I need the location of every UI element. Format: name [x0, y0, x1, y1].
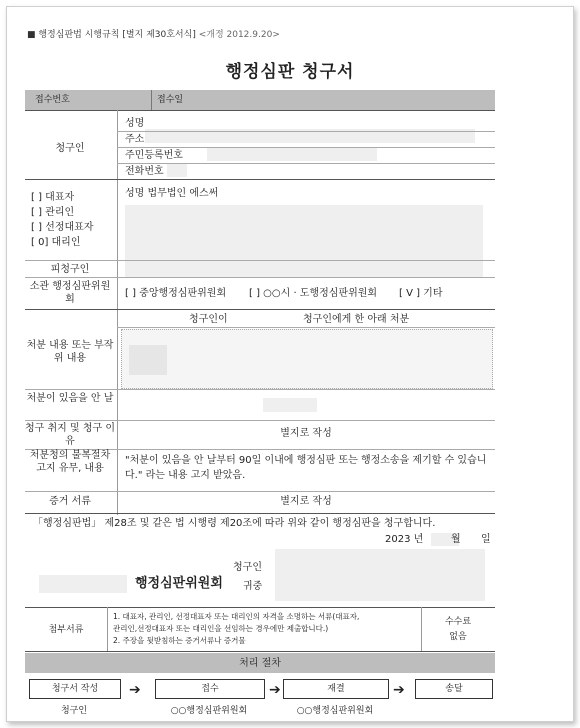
option-agent: [ 0] 대리인: [31, 237, 81, 248]
notice-value: "처분이 있음을 안 날부터 90일 이내에 행정심판 또는 행정소송을 제기할 수 있습니다." 라는 내용 고지 받았음.: [125, 455, 487, 481]
arrow-right-icon: ➔: [129, 682, 141, 698]
form-reference: [27, 27, 280, 40]
purpose-value: 별지로 작성: [280, 428, 332, 439]
claimant-id-label: 주민등록번호: [125, 150, 183, 161]
redacted-known-date: [263, 398, 317, 412]
step-delivery: 송달: [415, 679, 493, 699]
step-decision: 재결: [283, 679, 389, 699]
redacted-phone: [167, 163, 187, 177]
attachments-label: 첨부서류: [48, 625, 84, 635]
redacted-disposition-date: [129, 345, 167, 375]
redacted-signature: [275, 549, 485, 601]
date-month: 월: [451, 534, 461, 545]
redacted-disposition-content: [121, 329, 493, 389]
receipt-bar: [25, 90, 495, 110]
receipt-date-label: 접수일: [157, 95, 184, 105]
representative-name-line: 성명 법무법인 에스써: [125, 188, 219, 199]
claimant-address-label: 주소: [125, 134, 145, 145]
arrow-right-icon: ➔: [269, 682, 281, 698]
attachment-item-1: 1. 대표자, 관리인, 선정대표자 또는 대리인의 자격을 소명하는 서류(대표자,: [113, 612, 360, 621]
claimant-label: 청구인: [55, 143, 85, 154]
form-title: 행정심판 청구서: [225, 62, 355, 82]
attachment-item-2: 2. 주장을 뒷받침하는 증거서류나 증거물: [113, 636, 246, 645]
date-year: 2023 년: [385, 534, 424, 545]
claimant-name-label: 성명: [125, 118, 145, 129]
committee-name: 행정심판위원회: [135, 576, 223, 591]
option-selected-representative: [ ] 선정대표자: [31, 222, 94, 233]
option-manager: [ ] 관리인: [31, 207, 75, 218]
signature-claimant-label: 청구인: [233, 562, 262, 573]
committee-option-other: [ V ] 기타: [399, 288, 443, 299]
committee-option-city: [ ] ○○시 · 도행정심판위원회: [249, 288, 378, 299]
revision-note: <개정 2012.9.20>: [198, 30, 280, 40]
attachment-item-1-cont: 관리인,선정대표자 또는 대리인을 선임하는 경우에만 제출합니다.): [113, 624, 329, 633]
disposition-sub-left: 청구인이: [189, 314, 228, 325]
step-receive: 접수: [155, 679, 265, 699]
arrow-right-icon: ➔: [393, 682, 405, 698]
committee-label: 소관 행정심판위원회: [29, 281, 111, 305]
known-date-label: 처분이 있음을 안 날: [26, 393, 114, 404]
petition-form-page: [6, 6, 574, 722]
step-write: 청구서 작성: [29, 679, 121, 699]
redacted-id: [207, 147, 377, 161]
date-day: 일: [481, 534, 491, 545]
declaration-text: 「행정심판법」 제28조 및 같은 법 시행령 제20조에 따라 위와 같이 행정심판을 청구합니다.: [33, 518, 436, 529]
notice-label: 처분청의 불복절차 고지 유무, 내용: [29, 450, 111, 474]
purpose-label: 청구 취지 및 청구 이유: [25, 423, 115, 447]
receipt-number-label: 접수번호: [35, 95, 70, 105]
evidence-value: 별지로 작성: [280, 496, 332, 507]
disposition-sub-right: 청구인에게 한 아래 처분: [303, 314, 410, 325]
option-representative: [ ] 대표자: [31, 192, 75, 203]
respondent-label: 피청구인: [50, 264, 90, 275]
process-title: 처리 절차: [239, 658, 281, 669]
honorific: 귀중: [243, 581, 263, 592]
actor-committee-1: ○○행정심판위원회: [170, 706, 248, 716]
redacted-committee-name: [39, 575, 127, 593]
form-ref-text: ■ 행정심판법 시행규칙 [별지 제30호서식]: [27, 30, 196, 40]
actor-committee-2: ○○행정심판위원회: [296, 706, 374, 716]
disposition-label: 처분 내용 또는 부작위 내용: [26, 340, 114, 364]
claimant-phone-label: 전화번호: [125, 166, 164, 177]
committee-option-central: [ ] 중앙행정심판위원회: [125, 288, 227, 299]
evidence-label: 증거 서류: [49, 496, 91, 507]
fee-value: 없음: [449, 632, 467, 642]
redacted-representative-details: [125, 205, 483, 277]
fee-label: 수수료: [444, 617, 472, 627]
actor-claimant: 청구인: [60, 706, 88, 716]
